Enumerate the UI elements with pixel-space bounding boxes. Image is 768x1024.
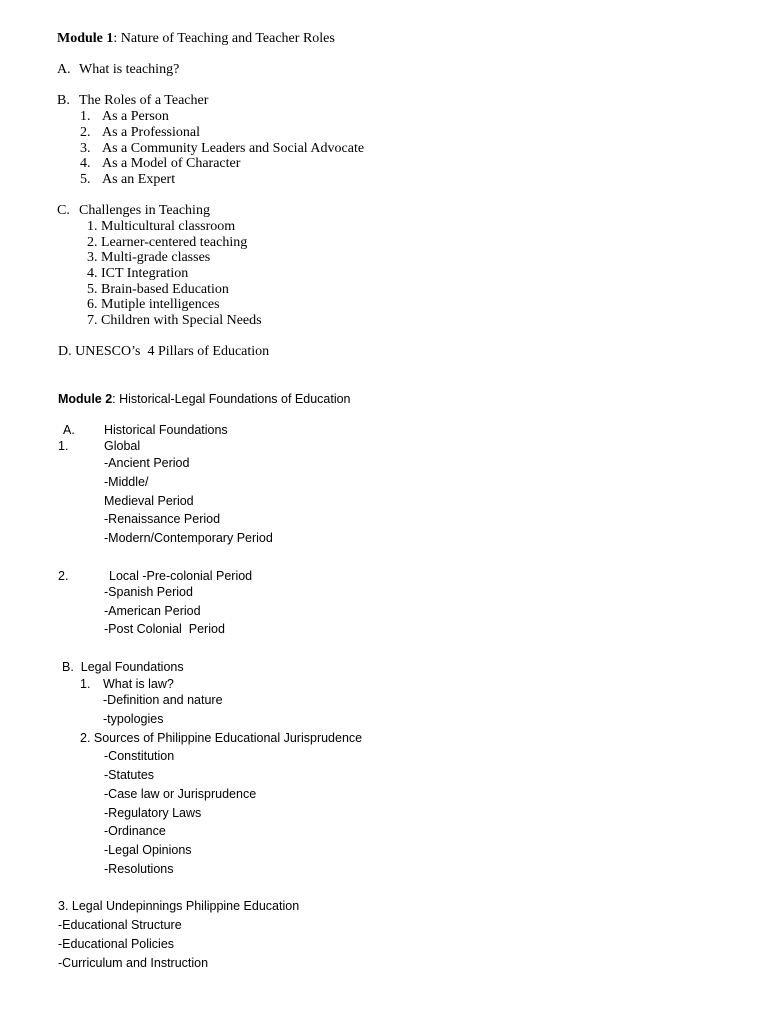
module2-section-a-letter: A.: [63, 423, 75, 437]
underpinnings-item: -Educational Policies: [58, 937, 175, 951]
challenge-item: 4. ICT Integration: [87, 266, 189, 281]
module2-heading: [58, 391, 351, 407]
teacher-role-item: As a Community Leaders and Social Advocate: [102, 141, 365, 156]
period-item: -American Period: [104, 604, 201, 618]
module1-section-b-text: The Roles of a Teacher: [79, 93, 209, 108]
teacher-role-number: 5.: [80, 172, 91, 187]
module1-title: : Nature of Teaching and Teacher Roles: [113, 31, 335, 46]
module1-section-a-text: What is teaching?: [79, 62, 180, 77]
challenge-item: 3. Multi-grade classes: [87, 250, 211, 265]
law-heading: What is law?: [103, 677, 174, 691]
challenge-item: 1. Multicultural classroom: [87, 219, 236, 234]
source-item: -Case law or Jurisprudence: [104, 787, 257, 801]
law-number: 1.: [80, 677, 91, 691]
source-item: -Legal Opinions: [104, 843, 192, 857]
teacher-role-item: As a Professional: [102, 125, 200, 140]
period-item: Medieval Period: [104, 494, 194, 508]
legal-foundations-heading: B. Legal Foundations: [62, 660, 184, 674]
challenge-item: 6. Mutiple intelligences: [87, 297, 220, 312]
period-item: -Post Colonial Period: [104, 622, 225, 636]
underpinnings-item: -Curriculum and Instruction: [58, 956, 209, 970]
period-item: -Renaissance Period: [104, 512, 221, 526]
module1-section-a-letter: A.: [57, 62, 71, 77]
challenge-item: 7. Children with Special Needs: [87, 313, 262, 328]
module1-heading: [57, 31, 335, 47]
module1-section-d: D. UNESCO’s 4 Pillars of Education: [58, 344, 270, 359]
teacher-role-item: As a Model of Character: [102, 156, 241, 171]
module2-section-a-text: Historical Foundations: [104, 423, 228, 437]
module2-label: Module 2: [58, 392, 113, 406]
module1-section-c-text: Challenges in Teaching: [79, 203, 210, 218]
module1-label: Module 1: [57, 31, 114, 46]
law-item: -Definition and nature: [103, 693, 223, 707]
teacher-role-number: 3.: [80, 141, 91, 156]
teacher-role-item: As a Person: [102, 109, 169, 124]
source-item: -Statutes: [104, 768, 155, 782]
module1-section-c-letter: C.: [57, 203, 70, 218]
challenge-item: 2. Learner-centered teaching: [87, 235, 248, 250]
underpinnings-item: -Educational Structure: [58, 918, 182, 932]
source-item: -Ordinance: [104, 824, 166, 838]
teacher-role-item: As an Expert: [102, 172, 176, 187]
module1-section-b-letter: B.: [57, 93, 70, 108]
sources-heading: 2. Sources of Philippine Educational Jurisprudence: [80, 731, 363, 745]
module2-title: : Historical-Legal Foundations of Education: [112, 392, 351, 406]
source-item: -Resolutions: [104, 862, 174, 876]
local-heading: Local -Pre-colonial Period: [109, 569, 253, 583]
period-item: -Ancient Period: [104, 456, 190, 470]
global-heading: Global: [104, 439, 141, 453]
teacher-role-number: 4.: [80, 156, 91, 171]
challenge-item: 5. Brain-based Education: [87, 282, 229, 297]
local-number: 2.: [58, 569, 69, 583]
period-item: -Modern/Contemporary Period: [104, 531, 273, 545]
source-item: -Regulatory Laws: [104, 806, 202, 820]
period-item: -Spanish Period: [104, 585, 193, 599]
underpinnings-heading: 3. Legal Undepinnings Philippine Education: [58, 899, 300, 913]
teacher-role-number: 1.: [80, 109, 91, 124]
teacher-role-number: 2.: [80, 125, 91, 140]
period-item: -Middle/: [104, 475, 149, 489]
source-item: -Constitution: [104, 749, 175, 763]
law-item: -typologies: [103, 712, 164, 726]
global-number: 1.: [58, 439, 69, 453]
